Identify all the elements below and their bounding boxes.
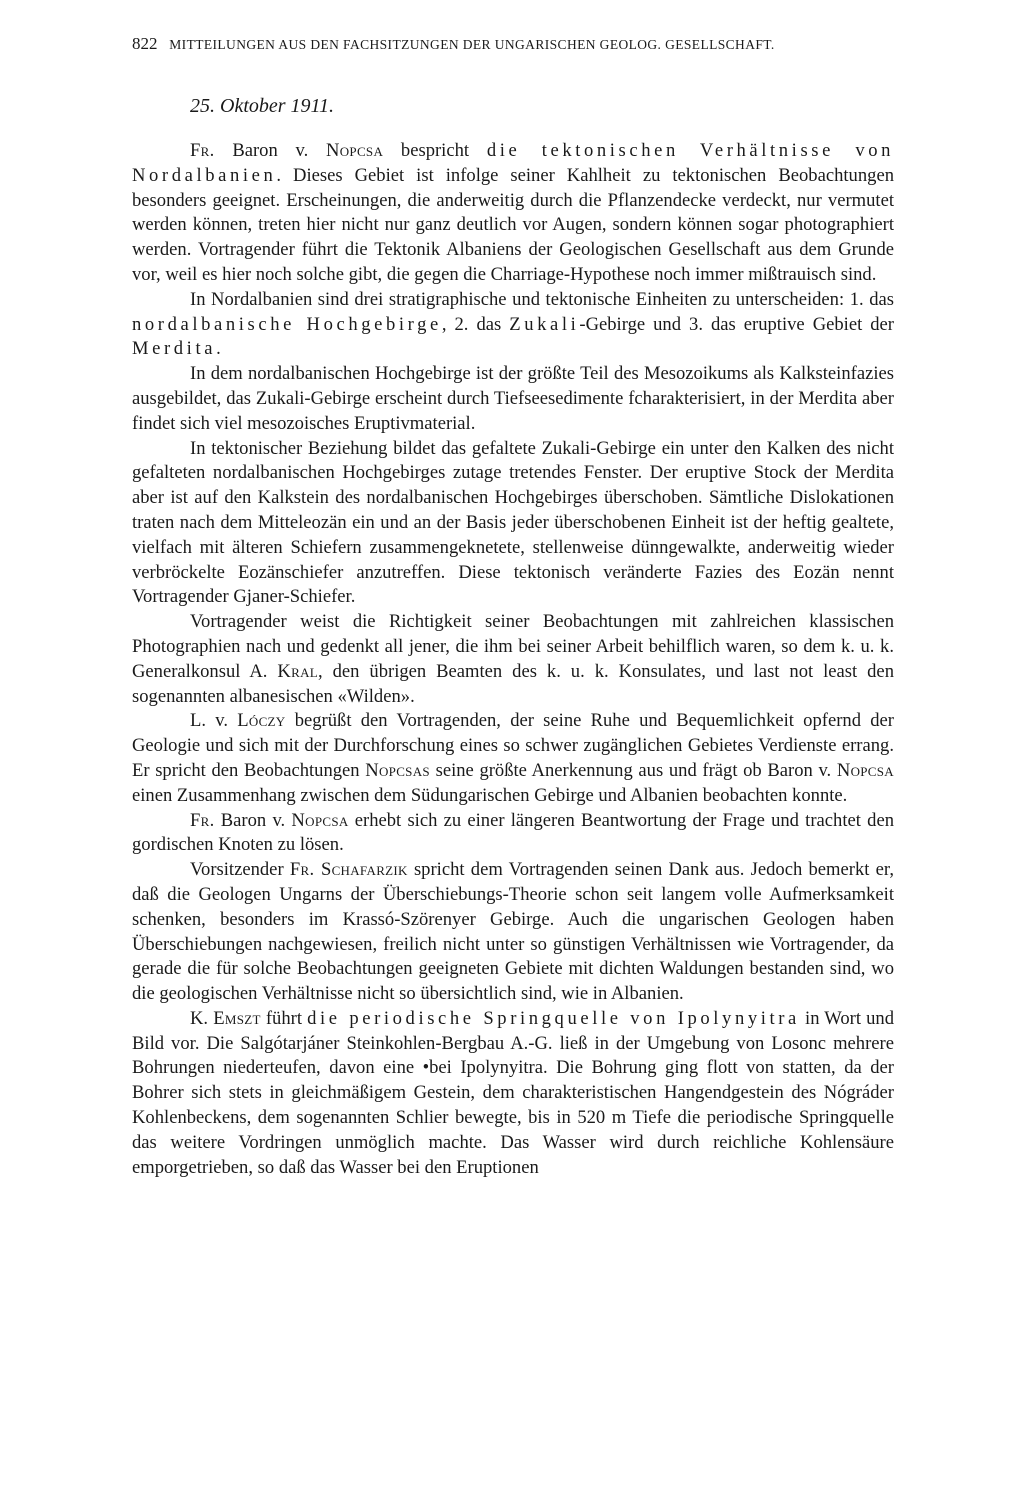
person-nopcsa: Nopcsa bbox=[836, 759, 894, 781]
speaker-initial: Fr. bbox=[190, 140, 215, 161]
paragraph-loczy: L. v. Lóczy begrüßt den Vortragenden, der seine Ruhe und Bequemlichkeit opfernd der Geologie und sich mit der Durchforschung eines so schwer zugänglichen Gebietes Verdienste errang. Er spricht den Beobachtungen Nopcsas seine größte Anerkennung aus und frägt ob Baron v. Nopcsa einen Zusammenhang zwischen dem Südungarischen Gebirge und Albanien beobachten konnte. bbox=[132, 710, 894, 806]
unit-merdita: Merdita bbox=[132, 338, 217, 360]
unit-hochgebirge: nordalbanische Hochgebirge bbox=[132, 313, 442, 335]
unit-zukali: Zukali bbox=[509, 313, 580, 335]
person-emszt: Emszt bbox=[213, 1007, 261, 1029]
paragraph-nopcsa-reply: Fr. Baron v. Nopcsa erhebt sich zu einer längeren Beantwortung der Frage und trachtet den gordischen Knoten zu lösen. bbox=[132, 809, 894, 856]
person-kral: Kral bbox=[277, 660, 319, 682]
paragraph-mesozoic: In dem nordalbanischen Hochgebirge ist der größte Teil des Mesozoikums als Kalksteinfazies ausgebildet, das Zukali-Gebirge erscheint durch Tiefseesedimente fcharakterisiert, in der Merdita aber findet sich viel mesozoisches Eruptivmaterial. bbox=[132, 363, 894, 434]
paragraph-tectonics: In tektonischer Beziehung bildet das gefaltete Zukali-Gebirge ein unter den Kalken des nicht gefalteten nordalbanischen Hochgebirges zutage tretendes Fenster. Der eruptive Stock der Merdita aber ist auf den Kalkstein des nordalbanischen Hochgebirges überschoben. Sämtliche Dislokationen traten nach dem Mitteleozän ein und an der Basis jeder überschobenen Einheit ist der heftig gealtete, vielfach mit älteren Schiefern zusammengeknetete, stellenweise dünngewalkte, anderweitig wieder verbröckelte Eozänschiefer anzutreffen. Diese tektonisch veränderte Fazies des Eozän nennt Vortragender Gjaner-Schiefer. bbox=[132, 437, 894, 608]
session-date: 25. Oktober 1911. bbox=[190, 95, 335, 117]
document-page bbox=[132, 34, 894, 1180]
person-schafarzik: Fr. Schafarzik bbox=[289, 859, 408, 881]
body-text bbox=[132, 139, 894, 1180]
running-title: MITTEILUNGEN AUS DEN FACHSITZUNGEN DER UNGARISCHEN GEOLOG. GESELLSCHAFT. bbox=[169, 37, 775, 52]
person-nopcsas: Nopcsas bbox=[365, 759, 430, 781]
lecture-title-springquelle: die periodische Springquelle von Ipolynyitra bbox=[307, 1007, 800, 1029]
page-number: 822 bbox=[132, 34, 158, 53]
paragraph-three-units: In Nordalbanien sind drei stratigraphische und tektonische Einheiten zu unterscheiden: 1. das nordalbanische Hochgebirge, 2. das Zukali-Gebirge und 3. das eruptive Gebiet der Merdita. bbox=[132, 288, 894, 360]
paragraph-emszt: K. Emszt führt die periodische Springquelle von Ipolynyitra in Wort und Bild vor. Die Salgótarjáner Steinkohlen-Bergbau A.-G. ließ in der Umgebung von Losonc mehrere Bohrungen niederteufen, davon eine •bei Ipolynyitra. Die Bohrung ging flott von statten, da der Bohrer sich stets in gleichmäßigem Gestein, dem charakteristischen Hangendgestein des Nógráder Kohlenbeckens, dem sogenannten Schlier bewegte, bis in 520 m Tiefe die periodische Springquelle das weitere Vordringen unmöglich machte. Das Wasser wird durch reichliche Kohlensäure emporgetrieben, so daß das Wasser bei den Eruptionen bbox=[132, 1007, 894, 1178]
paragraph-acknowledgements: Vortragender weist die Richtigkeit seiner Beobachtungen mit zahlreichen klassischen Photographien nach und gedenkt all jener, die ihm bei seiner Arbeit behilflich waren, so dem k. u. k. Generalkonsul A. Kral, den übrigen Beamten des k. u. k. Konsulates, und last not least den sogenannten albanesischen «Wilden». bbox=[132, 611, 894, 707]
person-nopcsa: Nopcsa bbox=[291, 809, 349, 831]
paragraph-schafarzik: Vorsitzender Fr. Schafarzik spricht dem Vortragenden seinen Dank aus. Jedoch bemerkt er, daß die Geologen Ungarns der Überschiebungs-Theorie schon seit langem volle Aufmerksamkeit schenken, besonders im Krassó-Szörenyer Gebirge. Auch die ungarischen Geologen haben Überschiebungen nachgewiesen, freilich nicht unter so günstigen Verhältnissen wie Vortragender, da gerade die für solche Beobachtungen geeigneten Gebiete mit dichten Waldungen bestanden sind, wo die geologischen Verhältnisse nicht so übersichtlich sind, wie in Albanien. bbox=[132, 859, 894, 1005]
person-loczy: Lóczy bbox=[237, 710, 286, 732]
speaker-name: Nopcsa bbox=[326, 140, 384, 161]
lecture-title: die tektonischen Verhältnisse von Nordalbanien bbox=[132, 140, 895, 186]
paragraph-nopcsa-lecture: Fr. Baron v. Nopcsa bespricht die tektonischen Verhältnisse von Nordalbanien. Dieses Gebiet ist infolge seiner Kahlheit zu tektonischen Beobachtungen besonders geeignet. Erscheinungen, die anderweitig durch die Pflanzendecke verdeckt, nur vermutet werden können, treten hier nicht nur ganz deutlich vor Augen, sondern können sogar photographiert werden. Vortragender führt die Tektonik Albaniens der Geologischen Gesellschaft aus dem Grunde vor, weil es hier noch solche gibt, die gegen die Charriage-Hypothese noch immer mißtrauisch sind. bbox=[132, 140, 895, 285]
running-header bbox=[132, 34, 894, 55]
